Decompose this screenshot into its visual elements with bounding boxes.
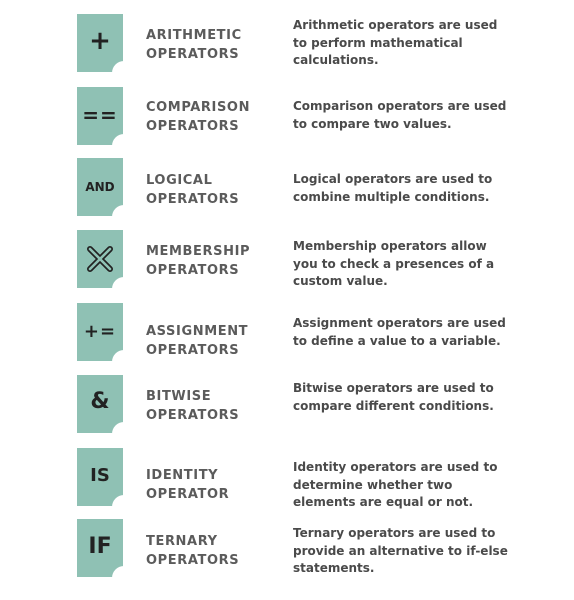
operator-name-line1: MEMBERSHIP (146, 244, 251, 259)
cross-x-icon-svg (86, 245, 114, 273)
operator-name (146, 26, 276, 64)
operator-name-line1: BITWISE (146, 389, 212, 404)
operator-description (293, 238, 533, 291)
ampersand-symbol: & (90, 388, 110, 414)
desc-line: Assignment operators are used (293, 316, 506, 330)
operator-name (146, 98, 276, 136)
plus-equals-symbol: += (83, 320, 117, 342)
operator-name-line1: COMPARISON (146, 100, 251, 115)
operator-name-line2: OPERATORS (146, 192, 240, 207)
operator-description (293, 98, 533, 133)
operator-description (293, 459, 533, 512)
desc-line: Arithmetic operators are used (293, 18, 498, 32)
desc-line: custom value. (293, 274, 388, 288)
operator-description (293, 525, 533, 578)
desc-line: elements are equal or not. (293, 495, 474, 509)
operator-description (293, 380, 533, 415)
desc-line: to perform mathematical (293, 35, 463, 50)
operator-name-line2: OPERATORS (146, 553, 240, 568)
operator-name-line1: ASSIGNMENT (146, 324, 249, 339)
operator-name-line1: TERNARY (146, 534, 218, 549)
operator-name-line1: ARITHMETIC (146, 28, 242, 43)
desc-line: statements. (293, 561, 375, 575)
operator-description (293, 17, 533, 70)
desc-line: compare different conditions. (293, 398, 494, 413)
operator-name (146, 171, 276, 209)
operator-name-line2: OPERATORS (146, 119, 240, 134)
if-symbol: IF (88, 533, 112, 559)
operator-description (293, 171, 533, 206)
desc-line: calculations. (293, 53, 379, 67)
plus-symbol: + (89, 26, 111, 56)
operator-name-line2: OPERATOR (146, 487, 230, 502)
operator-name-line2: OPERATORS (146, 343, 240, 358)
desc-line: you to check a presences of a (293, 256, 495, 271)
desc-line: Ternary operators are used to (293, 526, 496, 540)
desc-line: Identity operators are used to (293, 460, 498, 474)
operator-name-line1: LOGICAL (146, 173, 213, 188)
cross-x-icon (77, 230, 123, 288)
operator-name (146, 532, 276, 570)
desc-line: Logical operators are used to (293, 172, 493, 186)
desc-line: Membership operators allow (293, 239, 487, 253)
desc-line: Comparison operators are used (293, 99, 507, 113)
operator-name (146, 387, 276, 425)
desc-line: provide an alternative to if-else (293, 543, 508, 558)
operator-name (146, 466, 276, 504)
operator-name (146, 242, 276, 280)
equals-equals-symbol: == (82, 103, 118, 127)
desc-line: to define a value to a variable. (293, 333, 501, 348)
operator-name-line2: OPERATORS (146, 408, 240, 423)
operator-name (146, 322, 276, 360)
operator-description (293, 315, 533, 350)
operator-name-line1: IDENTITY (146, 468, 219, 483)
is-symbol: IS (90, 464, 110, 486)
desc-line: Bitwise operators are used to (293, 381, 494, 395)
and-symbol: AND (85, 180, 115, 194)
desc-line: determine whether two (293, 477, 453, 492)
operator-name-line2: OPERATORS (146, 47, 240, 62)
operator-name-line2: OPERATORS (146, 263, 240, 278)
desc-line: combine multiple conditions. (293, 189, 490, 204)
desc-line: to compare two values. (293, 116, 452, 131)
